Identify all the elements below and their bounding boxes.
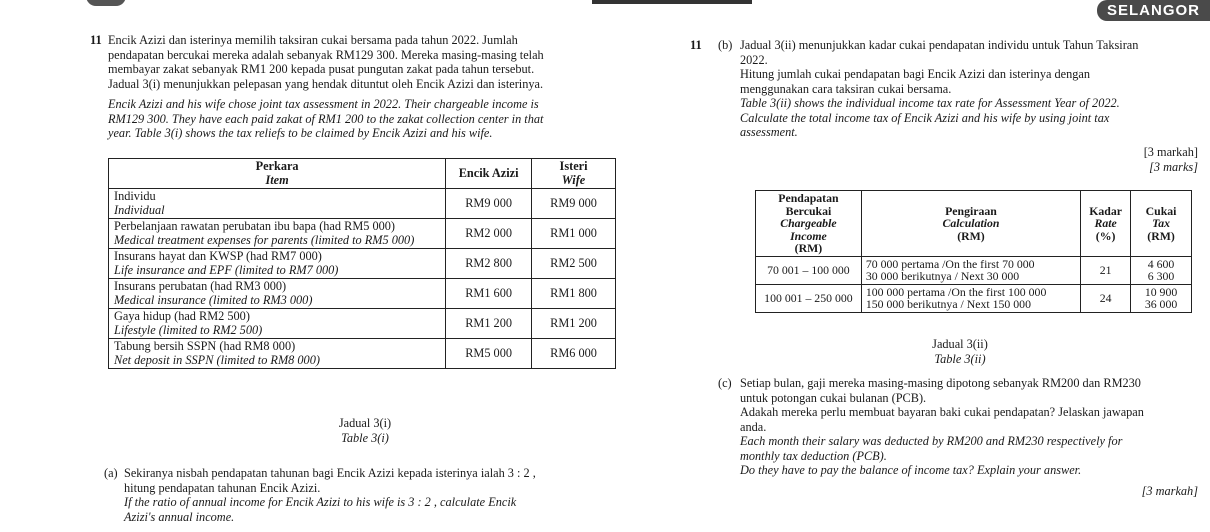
text-line: Calculate the total income tax of Encik Azizi and his wife by using joint tax	[740, 110, 1110, 125]
relief-item: Individu Individual	[109, 189, 446, 219]
wife-amount: RM9 000	[532, 189, 616, 219]
text-line: monthly tax deduction (PCB).	[740, 448, 887, 463]
text-line: anda.	[740, 419, 767, 434]
husband-amount: RM1 600	[446, 279, 532, 309]
husband-amount: RM5 000	[446, 339, 532, 369]
relief-item: Perbelanjaan rawatan perubatan ibu bapa (had RM5 000) Medical treatment expenses for parents (limited to RM5 000)	[109, 219, 446, 249]
page-header	[0, 0, 1210, 19]
table-row	[109, 249, 616, 279]
question-number-left: 11	[90, 33, 102, 47]
state-badge: SELANGOR	[1097, 0, 1210, 21]
text-line: untuk potongan cukai bulanan (PCB).	[740, 390, 927, 405]
table-3ii-caption: Jadual 3(ii) Table 3(ii)	[932, 337, 988, 366]
header-husband: Encik Azizi	[446, 159, 532, 189]
question-11-malay	[108, 33, 628, 91]
part-b-question	[740, 38, 1200, 140]
text-line: Setiap bulan, gaji mereka masing-masing dipotong sebanyak RM200 dan RM230	[740, 376, 1141, 390]
text-line: Sekiranya nisbah pendapatan tahunan bagi Encik Azizi kepada isterinya ialah 3 : 2 ,	[124, 466, 536, 480]
table-header-row	[109, 159, 616, 189]
text-line: Adakah mereka perlu membuat bayaran baki cukai pendapatan? Jelaskan jawapan	[740, 405, 1144, 419]
text-line: Encik Azizi dan isterinya memilih taksiran cukai bersama pada tahun 2022. Jumlah	[108, 33, 518, 47]
part-a-label: (a)	[104, 466, 118, 480]
text-line: year. Table 3(i) shows the tax reliefs to be claimed by Encik Azizi and his wife.	[108, 126, 493, 140]
tax-cell: 10 900 36 000	[1131, 284, 1192, 312]
table-row	[109, 189, 616, 219]
part-a-question	[124, 466, 624, 524]
calculation-cell: 100 000 pertama /On the first 100 000 150 000 berikutnya / Next 150 000	[861, 284, 1080, 312]
relief-item: Insurans hayat dan KWSP (had RM7 000) Life insurance and EPF (limited to RM7 000)	[109, 249, 446, 279]
part-c-question	[740, 376, 1200, 478]
tax-relief-table	[108, 158, 616, 369]
question-number-right: 11	[690, 38, 702, 52]
text-line: Each month their salary was deducted by RM200 and RM230 respectively for	[740, 434, 1123, 448]
table-row	[109, 219, 616, 249]
part-c-label: (c)	[718, 376, 732, 390]
wife-amount: RM1 800	[532, 279, 616, 309]
text-line: If the ratio of annual income for Encik Azizi to his wife is 3 : 2 , calculate Encik	[124, 495, 517, 509]
tax-rate-table	[755, 190, 1192, 313]
text-line: membayar zakat sebanyak RM1 200 kepada pusat pungutan zakat pada tahun tersebut.	[108, 62, 535, 76]
question-11-english	[108, 97, 628, 141]
header-tab-mark	[86, 0, 126, 6]
text-line: Jadual 3(ii) menunjukkan kadar cukai pendapatan individu untuk Tahun Taksiran	[740, 38, 1139, 52]
text-line: RM129 300. They have each paid zakat of RM1 200 to the zakat collection center in that	[108, 111, 544, 126]
text-line: pendapatan bercukai mereka adalah sebanyak RM129 300. Mereka masing-masing telah	[108, 47, 544, 62]
table-row	[109, 279, 616, 309]
table-row	[756, 256, 1192, 284]
income-band: 100 001 – 250 000	[756, 284, 862, 312]
text-line: menggunakan cara taksiran cukai bersama.	[740, 81, 952, 96]
rate-cell: 24	[1081, 284, 1131, 312]
table-header-row	[756, 191, 1192, 257]
wife-amount: RM1 000	[532, 219, 616, 249]
relief-item: Tabung bersih SSPN (had RM8 000) Net deposit in SSPN (limited to RM8 000)	[109, 339, 446, 369]
header-rule	[592, 0, 752, 4]
table-3i-caption: Jadual 3(i) Table 3(i)	[338, 416, 392, 445]
text-line: Jadual 3(i) menunjukkan pelepasan yang hendak dituntut oleh Encik Azizi dan isterinya.	[108, 76, 544, 91]
wife-amount: RM2 500	[532, 249, 616, 279]
text-line: hitung pendapatan tahunan Encik Azizi.	[124, 480, 321, 495]
text-line: assessment.	[740, 125, 798, 139]
text-line: Table 3(ii) shows the individual income tax rate for Assessment Year of 2022.	[740, 96, 1120, 110]
text-line: Hitung jumlah cukai pendapatan bagi Encik Azizi dan isterinya dengan	[740, 67, 1091, 81]
header-item: Perkara Item	[109, 159, 446, 189]
header-tax: Cukai Tax (RM)	[1131, 191, 1192, 257]
wife-amount: RM6 000	[532, 339, 616, 369]
header-rate: Kadar Rate (%)	[1081, 191, 1131, 257]
calculation-cell: 70 000 pertama /On the first 70 000 30 000 berikutnya / Next 30 000	[861, 256, 1080, 284]
husband-amount: RM1 200	[446, 309, 532, 339]
text-line: Azizi's annual income.	[124, 509, 235, 524]
table-row	[109, 309, 616, 339]
header-calculation: Pengiraan Calculation (RM)	[861, 191, 1080, 257]
text-line: Do they have to pay the balance of income tax? Explain your answer.	[740, 463, 1082, 477]
part-b-label: (b)	[718, 38, 733, 52]
wife-amount: RM1 200	[532, 309, 616, 339]
husband-amount: RM2 800	[446, 249, 532, 279]
relief-item: Insurans perubatan (had RM3 000) Medical insurance (limited to RM3 000)	[109, 279, 446, 309]
table-row	[756, 284, 1192, 312]
husband-amount: RM2 000	[446, 219, 532, 249]
income-band: 70 001 – 100 000	[756, 256, 862, 284]
text-line: 2022.	[740, 52, 768, 67]
header-chargeable-income: Pendapatan Bercukai Chargeable Income (RM)	[756, 191, 862, 257]
text-line: Encik Azizi and his wife chose joint tax assessment in 2022. Their chargeable income is	[108, 97, 539, 111]
part-b-marks: [3 markah] [3 marks]	[1143, 145, 1198, 174]
rate-cell: 21	[1081, 256, 1131, 284]
tax-cell: 4 600 6 300	[1131, 256, 1192, 284]
husband-amount: RM9 000	[446, 189, 532, 219]
header-wife: Isteri Wife	[532, 159, 616, 189]
relief-item: Gaya hidup (had RM2 500) Lifestyle (limited to RM2 500)	[109, 309, 446, 339]
table-row	[109, 339, 616, 369]
part-c-marks: [3 markah]	[1141, 484, 1198, 498]
